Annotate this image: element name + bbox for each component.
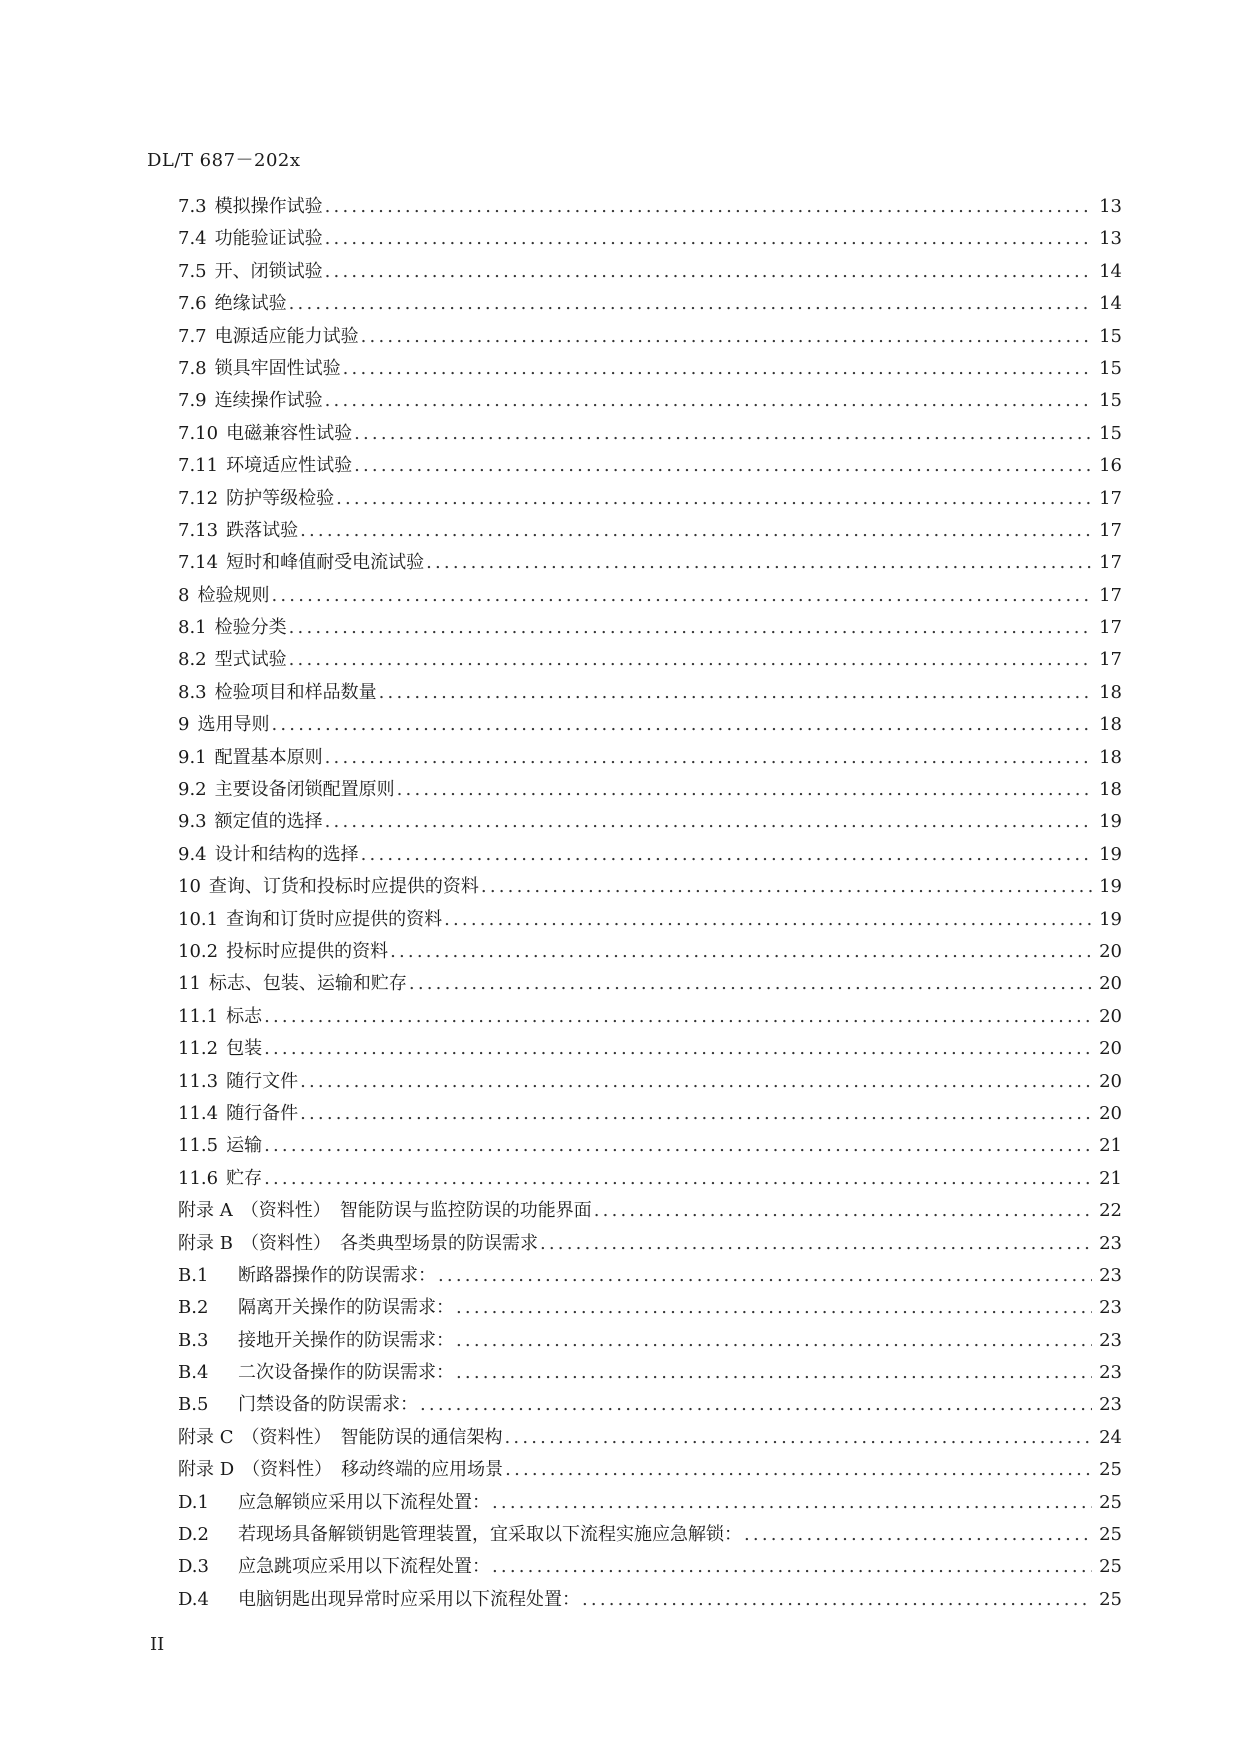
page-number-footer: II bbox=[150, 1634, 165, 1655]
toc-dot-leader bbox=[492, 1492, 1092, 1513]
toc-entry-title: （资料性） 各类典型场景的防误需求 bbox=[240, 1232, 538, 1254]
toc-entry-title: 设计和结构的选择 bbox=[214, 843, 359, 865]
toc-entry[interactable] bbox=[178, 1164, 1122, 1196]
toc-entry-title: 应急解锁应采用以下流程处置： bbox=[238, 1491, 490, 1513]
toc-dot-leader bbox=[354, 455, 1092, 476]
toc-entry-number: 7.10 bbox=[178, 422, 219, 444]
toc-dot-leader bbox=[438, 1265, 1092, 1286]
toc-entry-page-number: 15 bbox=[1099, 390, 1122, 412]
toc-entry-title: （资料性） 智能防误与监控防误的功能界面 bbox=[240, 1200, 592, 1222]
toc-entry-title: 贮存 bbox=[226, 1167, 263, 1189]
toc-dot-leader bbox=[300, 1071, 1092, 1092]
toc-dot-leader bbox=[264, 1038, 1092, 1059]
toc-entry[interactable] bbox=[178, 1585, 1122, 1617]
toc-dot-leader bbox=[444, 909, 1092, 930]
toc-entry[interactable] bbox=[178, 192, 1122, 224]
toc-entry[interactable] bbox=[178, 1261, 1122, 1293]
toc-entry-title: 型式试验 bbox=[214, 649, 287, 671]
toc-entry-page-number: 25 bbox=[1099, 1588, 1122, 1610]
toc-dot-leader bbox=[505, 1427, 1093, 1448]
toc-entry-page-number: 17 bbox=[1099, 552, 1122, 574]
toc-dot-leader bbox=[289, 293, 1092, 314]
toc-entry-page-number: 21 bbox=[1099, 1167, 1122, 1189]
toc-entry[interactable] bbox=[178, 840, 1122, 872]
toc-entry[interactable] bbox=[178, 386, 1122, 418]
toc-entry-number: 9.2 bbox=[178, 779, 207, 801]
toc-entry[interactable] bbox=[178, 1488, 1122, 1520]
toc-entry-page-number: 23 bbox=[1099, 1264, 1122, 1286]
toc-entry[interactable] bbox=[178, 581, 1122, 613]
toc-dot-leader bbox=[300, 520, 1092, 541]
toc-entry-page-number: 17 bbox=[1099, 487, 1122, 509]
toc-entry-page-number: 21 bbox=[1099, 1135, 1122, 1157]
toc-dot-leader bbox=[264, 1135, 1092, 1156]
toc-entry-number: 11.1 bbox=[178, 1005, 219, 1027]
toc-entry-title: 配置基本原则 bbox=[214, 746, 323, 768]
toc-entry-page-number: 17 bbox=[1099, 584, 1122, 606]
toc-dot-leader bbox=[354, 423, 1092, 444]
toc-entry[interactable] bbox=[178, 743, 1122, 775]
toc-entry-number: B.2 bbox=[178, 1297, 209, 1319]
toc-entry-number: 附录 C bbox=[178, 1426, 234, 1448]
table-of-contents bbox=[178, 192, 1122, 1617]
toc-entry-number: B.4 bbox=[178, 1362, 209, 1384]
toc-entry-number: D.2 bbox=[178, 1524, 209, 1546]
toc-entry[interactable] bbox=[178, 807, 1122, 839]
toc-dot-leader bbox=[325, 390, 1092, 411]
toc-entry-number: 11.4 bbox=[178, 1102, 219, 1124]
toc-entry[interactable] bbox=[178, 710, 1122, 742]
toc-entry[interactable] bbox=[178, 484, 1122, 516]
toc-entry-number: 8 bbox=[178, 584, 190, 606]
toc-entry-number: 9.3 bbox=[178, 811, 207, 833]
toc-entry[interactable] bbox=[178, 1552, 1122, 1584]
toc-entry-number: D.1 bbox=[178, 1491, 209, 1513]
toc-entry-number: 7.3 bbox=[178, 196, 207, 217]
toc-entry-title: 包装 bbox=[226, 1038, 263, 1060]
toc-entry-page-number: 13 bbox=[1099, 196, 1122, 217]
toc-dot-leader bbox=[379, 682, 1092, 703]
toc-dot-leader bbox=[744, 1524, 1092, 1545]
toc-dot-leader bbox=[361, 326, 1092, 347]
toc-entry-title: 检验项目和样品数量 bbox=[214, 681, 377, 703]
toc-entry-page-number: 20 bbox=[1099, 1038, 1122, 1060]
toc-dot-leader bbox=[289, 649, 1092, 670]
toc-entry-title: 环境适应性试验 bbox=[226, 455, 353, 477]
toc-entry-number: 10 bbox=[178, 876, 201, 898]
toc-entry-page-number: 23 bbox=[1099, 1362, 1122, 1384]
toc-entry[interactable] bbox=[178, 451, 1122, 483]
toc-entry-number: 10.2 bbox=[178, 940, 219, 962]
toc-entry[interactable] bbox=[178, 645, 1122, 677]
toc-entry[interactable] bbox=[178, 905, 1122, 937]
toc-entry-title: 防护等级检验 bbox=[226, 487, 335, 509]
toc-entry-page-number: 13 bbox=[1099, 228, 1122, 250]
toc-entry-number: 附录 B bbox=[178, 1232, 233, 1254]
toc-entry[interactable] bbox=[178, 1520, 1122, 1552]
toc-dot-leader bbox=[456, 1330, 1092, 1351]
toc-entry[interactable] bbox=[178, 775, 1122, 807]
toc-dot-leader bbox=[594, 1200, 1092, 1221]
toc-dot-leader bbox=[409, 973, 1092, 994]
toc-entry-title: 标志、包装、运输和贮存 bbox=[208, 973, 407, 995]
toc-entry-page-number: 20 bbox=[1099, 1102, 1122, 1124]
toc-entry-number: 7.14 bbox=[178, 552, 219, 574]
toc-entry-number: B.3 bbox=[178, 1329, 209, 1351]
toc-dot-leader bbox=[456, 1362, 1092, 1383]
toc-entry-title: 额定值的选择 bbox=[214, 811, 323, 833]
toc-entry-page-number: 25 bbox=[1099, 1524, 1122, 1546]
toc-entry[interactable] bbox=[178, 419, 1122, 451]
toc-entry[interactable] bbox=[178, 1229, 1122, 1261]
toc-entry[interactable] bbox=[178, 969, 1122, 1001]
toc-entry[interactable] bbox=[178, 516, 1122, 548]
toc-entry-title: （资料性） 移动终端的应用场景 bbox=[242, 1459, 504, 1481]
toc-dot-leader bbox=[336, 488, 1092, 509]
toc-entry-number: 7.9 bbox=[178, 390, 207, 412]
toc-entry-title: 跌落试验 bbox=[226, 519, 299, 541]
toc-entry[interactable] bbox=[178, 354, 1122, 386]
toc-entry-page-number: 25 bbox=[1099, 1556, 1122, 1578]
toc-entry-page-number: 16 bbox=[1099, 455, 1122, 477]
toc-entry-title: 电磁兼容性试验 bbox=[226, 422, 353, 444]
toc-entry-number: 11.6 bbox=[178, 1167, 219, 1189]
toc-entry-page-number: 19 bbox=[1099, 876, 1122, 898]
toc-entry-title: 二次设备操作的防误需求： bbox=[238, 1362, 454, 1384]
toc-dot-leader bbox=[325, 747, 1092, 768]
toc-entry[interactable] bbox=[178, 678, 1122, 710]
toc-entry-number: 9.4 bbox=[178, 843, 207, 865]
toc-entry-page-number: 15 bbox=[1099, 422, 1122, 444]
toc-entry-title: 锁具牢固性试验 bbox=[214, 357, 341, 379]
toc-entry-number: 7.11 bbox=[178, 455, 219, 477]
toc-dot-leader bbox=[325, 228, 1092, 249]
toc-entry[interactable] bbox=[178, 613, 1122, 645]
toc-entry-title: 电源适应能力试验 bbox=[214, 325, 359, 347]
toc-entry-title: 连续操作试验 bbox=[214, 390, 323, 412]
toc-entry-number: B.5 bbox=[178, 1394, 209, 1416]
toc-entry-page-number: 19 bbox=[1099, 908, 1122, 930]
toc-entry-page-number: 17 bbox=[1099, 649, 1122, 671]
toc-dot-leader bbox=[325, 261, 1092, 282]
toc-entry-title: 隔离开关操作的防误需求： bbox=[238, 1297, 454, 1319]
toc-dot-leader bbox=[361, 844, 1092, 865]
toc-entry-page-number: 23 bbox=[1099, 1329, 1122, 1351]
toc-entry-title: 检验规则 bbox=[197, 584, 270, 606]
toc-dot-leader bbox=[300, 1103, 1092, 1124]
toc-entry-title: 断路器操作的防误需求： bbox=[238, 1264, 436, 1286]
toc-entry-number: 8.1 bbox=[178, 617, 207, 639]
document-header-id: DL/T 687－202x bbox=[147, 150, 301, 171]
toc-entry-title: 随行文件 bbox=[226, 1070, 299, 1092]
toc-entry-page-number: 20 bbox=[1099, 973, 1122, 995]
toc-entry-number: 9 bbox=[178, 714, 190, 736]
toc-entry[interactable] bbox=[178, 257, 1122, 289]
toc-dot-leader bbox=[343, 358, 1092, 379]
toc-entry-title: 主要设备闭锁配置原则 bbox=[214, 779, 395, 801]
toc-entry-title: 查询和订货时应提供的资料 bbox=[226, 908, 443, 930]
toc-entry-page-number: 22 bbox=[1099, 1200, 1122, 1222]
toc-entry-number: 11.2 bbox=[178, 1038, 219, 1060]
toc-entry[interactable] bbox=[178, 937, 1122, 969]
toc-entry[interactable] bbox=[178, 1390, 1122, 1422]
toc-entry-page-number: 20 bbox=[1099, 1070, 1122, 1092]
toc-dot-leader bbox=[492, 1556, 1092, 1577]
toc-entry[interactable] bbox=[178, 1358, 1122, 1390]
toc-entry[interactable] bbox=[178, 1002, 1122, 1034]
toc-entry[interactable] bbox=[178, 1423, 1122, 1455]
toc-entry-number: 8.2 bbox=[178, 649, 207, 671]
toc-entry[interactable] bbox=[178, 224, 1122, 256]
toc-dot-leader bbox=[397, 779, 1092, 800]
toc-dot-leader bbox=[325, 811, 1092, 832]
toc-entry-number: D.3 bbox=[178, 1556, 209, 1578]
toc-entry-title: 运输 bbox=[226, 1135, 263, 1157]
toc-entry-title: （资料性） 智能防误的通信架构 bbox=[241, 1426, 503, 1448]
toc-dot-leader bbox=[271, 714, 1092, 735]
toc-entry-title: 若现场具备解锁钥匙管理装置，宜采取以下流程实施应急解锁： bbox=[238, 1524, 742, 1546]
toc-entry-page-number: 19 bbox=[1099, 811, 1122, 833]
toc-entry-title: 检验分类 bbox=[214, 617, 287, 639]
toc-dot-leader bbox=[390, 941, 1092, 962]
toc-entry-number: 10.1 bbox=[178, 908, 219, 930]
toc-entry[interactable] bbox=[178, 1326, 1122, 1358]
toc-entry-number: 7.12 bbox=[178, 487, 219, 509]
toc-entry-title: 应急跳项应采用以下流程处置： bbox=[238, 1556, 490, 1578]
toc-entry-title: 绝缘试验 bbox=[214, 293, 287, 315]
toc-entry-number: 11 bbox=[178, 973, 201, 995]
toc-entry-page-number: 19 bbox=[1099, 843, 1122, 865]
toc-entry[interactable] bbox=[178, 548, 1122, 580]
toc-dot-leader bbox=[456, 1297, 1092, 1318]
toc-dot-leader bbox=[481, 876, 1092, 897]
toc-entry-number: 7.4 bbox=[178, 228, 207, 250]
toc-entry-page-number: 23 bbox=[1099, 1297, 1122, 1319]
toc-entry-page-number: 17 bbox=[1099, 617, 1122, 639]
toc-entry-page-number: 24 bbox=[1099, 1426, 1122, 1448]
toc-entry-page-number: 18 bbox=[1099, 681, 1122, 703]
toc-entry-number: 7.6 bbox=[178, 293, 207, 315]
toc-entry-number: 9.1 bbox=[178, 746, 207, 768]
toc-entry-title: 短时和峰值耐受电流试验 bbox=[226, 552, 425, 574]
toc-entry-page-number: 14 bbox=[1099, 293, 1122, 315]
toc-entry-number: D.4 bbox=[178, 1588, 209, 1610]
toc-entry-number: 7.7 bbox=[178, 325, 207, 347]
toc-entry-page-number: 14 bbox=[1099, 260, 1122, 282]
toc-entry-page-number: 17 bbox=[1099, 519, 1122, 541]
toc-dot-leader bbox=[540, 1233, 1092, 1254]
toc-entry-page-number: 23 bbox=[1099, 1232, 1122, 1254]
toc-entry-title: 标志 bbox=[226, 1005, 263, 1027]
toc-dot-leader bbox=[289, 617, 1092, 638]
toc-entry-page-number: 23 bbox=[1099, 1394, 1122, 1416]
toc-entry-number: 7.5 bbox=[178, 260, 207, 282]
toc-dot-leader bbox=[420, 1394, 1092, 1415]
toc-entry-number: B.1 bbox=[178, 1264, 209, 1286]
toc-entry[interactable] bbox=[178, 1034, 1122, 1066]
toc-entry-title: 投标时应提供的资料 bbox=[226, 940, 389, 962]
toc-dot-leader bbox=[325, 196, 1092, 217]
toc-entry-title: 开、闭锁试验 bbox=[214, 260, 323, 282]
toc-entry-page-number: 20 bbox=[1099, 940, 1122, 962]
toc-entry[interactable] bbox=[178, 1455, 1122, 1487]
toc-dot-leader bbox=[582, 1589, 1092, 1610]
toc-entry[interactable] bbox=[178, 1196, 1122, 1228]
toc-entry-title: 接地开关操作的防误需求： bbox=[238, 1329, 454, 1351]
toc-dot-leader bbox=[264, 1168, 1092, 1189]
toc-dot-leader bbox=[264, 1006, 1092, 1027]
toc-entry[interactable] bbox=[178, 1067, 1122, 1099]
toc-entry[interactable] bbox=[178, 289, 1122, 321]
toc-entry-number: 附录 D bbox=[178, 1459, 235, 1481]
toc-entry-number: 11.5 bbox=[178, 1135, 219, 1157]
toc-entry-title: 功能验证试验 bbox=[214, 228, 323, 250]
toc-entry-page-number: 15 bbox=[1099, 325, 1122, 347]
toc-dot-leader bbox=[271, 585, 1092, 606]
toc-entry[interactable] bbox=[178, 1131, 1122, 1163]
toc-dot-leader bbox=[505, 1459, 1092, 1480]
toc-entry-page-number: 20 bbox=[1099, 1005, 1122, 1027]
toc-entry-page-number: 25 bbox=[1099, 1491, 1122, 1513]
toc-entry[interactable] bbox=[178, 1099, 1122, 1131]
toc-entry-title: 模拟操作试验 bbox=[214, 196, 323, 217]
toc-entry-page-number: 15 bbox=[1099, 357, 1122, 379]
toc-entry-title: 选用导则 bbox=[197, 714, 270, 736]
toc-entry[interactable] bbox=[178, 872, 1122, 904]
toc-entry[interactable] bbox=[178, 322, 1122, 354]
toc-entry-number: 7.8 bbox=[178, 357, 207, 379]
toc-entry-page-number: 18 bbox=[1099, 714, 1122, 736]
toc-entry-title: 门禁设备的防误需求： bbox=[238, 1394, 418, 1416]
toc-entry-title: 电脑钥匙出现异常时应采用以下流程处置： bbox=[238, 1588, 580, 1610]
toc-entry-page-number: 25 bbox=[1099, 1459, 1122, 1481]
toc-dot-leader bbox=[426, 552, 1092, 573]
toc-entry-number: 附录 A bbox=[178, 1200, 233, 1222]
toc-entry-number: 11.3 bbox=[178, 1070, 219, 1092]
toc-entry[interactable] bbox=[178, 1293, 1122, 1325]
toc-entry-title: 查询、订货和投标时应提供的资料 bbox=[208, 876, 479, 898]
toc-entry-number: 7.13 bbox=[178, 519, 219, 541]
toc-entry-page-number: 18 bbox=[1099, 779, 1122, 801]
toc-entry-page-number: 18 bbox=[1099, 746, 1122, 768]
toc-entry-title: 随行备件 bbox=[226, 1102, 299, 1124]
toc-entry-number: 8.3 bbox=[178, 681, 207, 703]
